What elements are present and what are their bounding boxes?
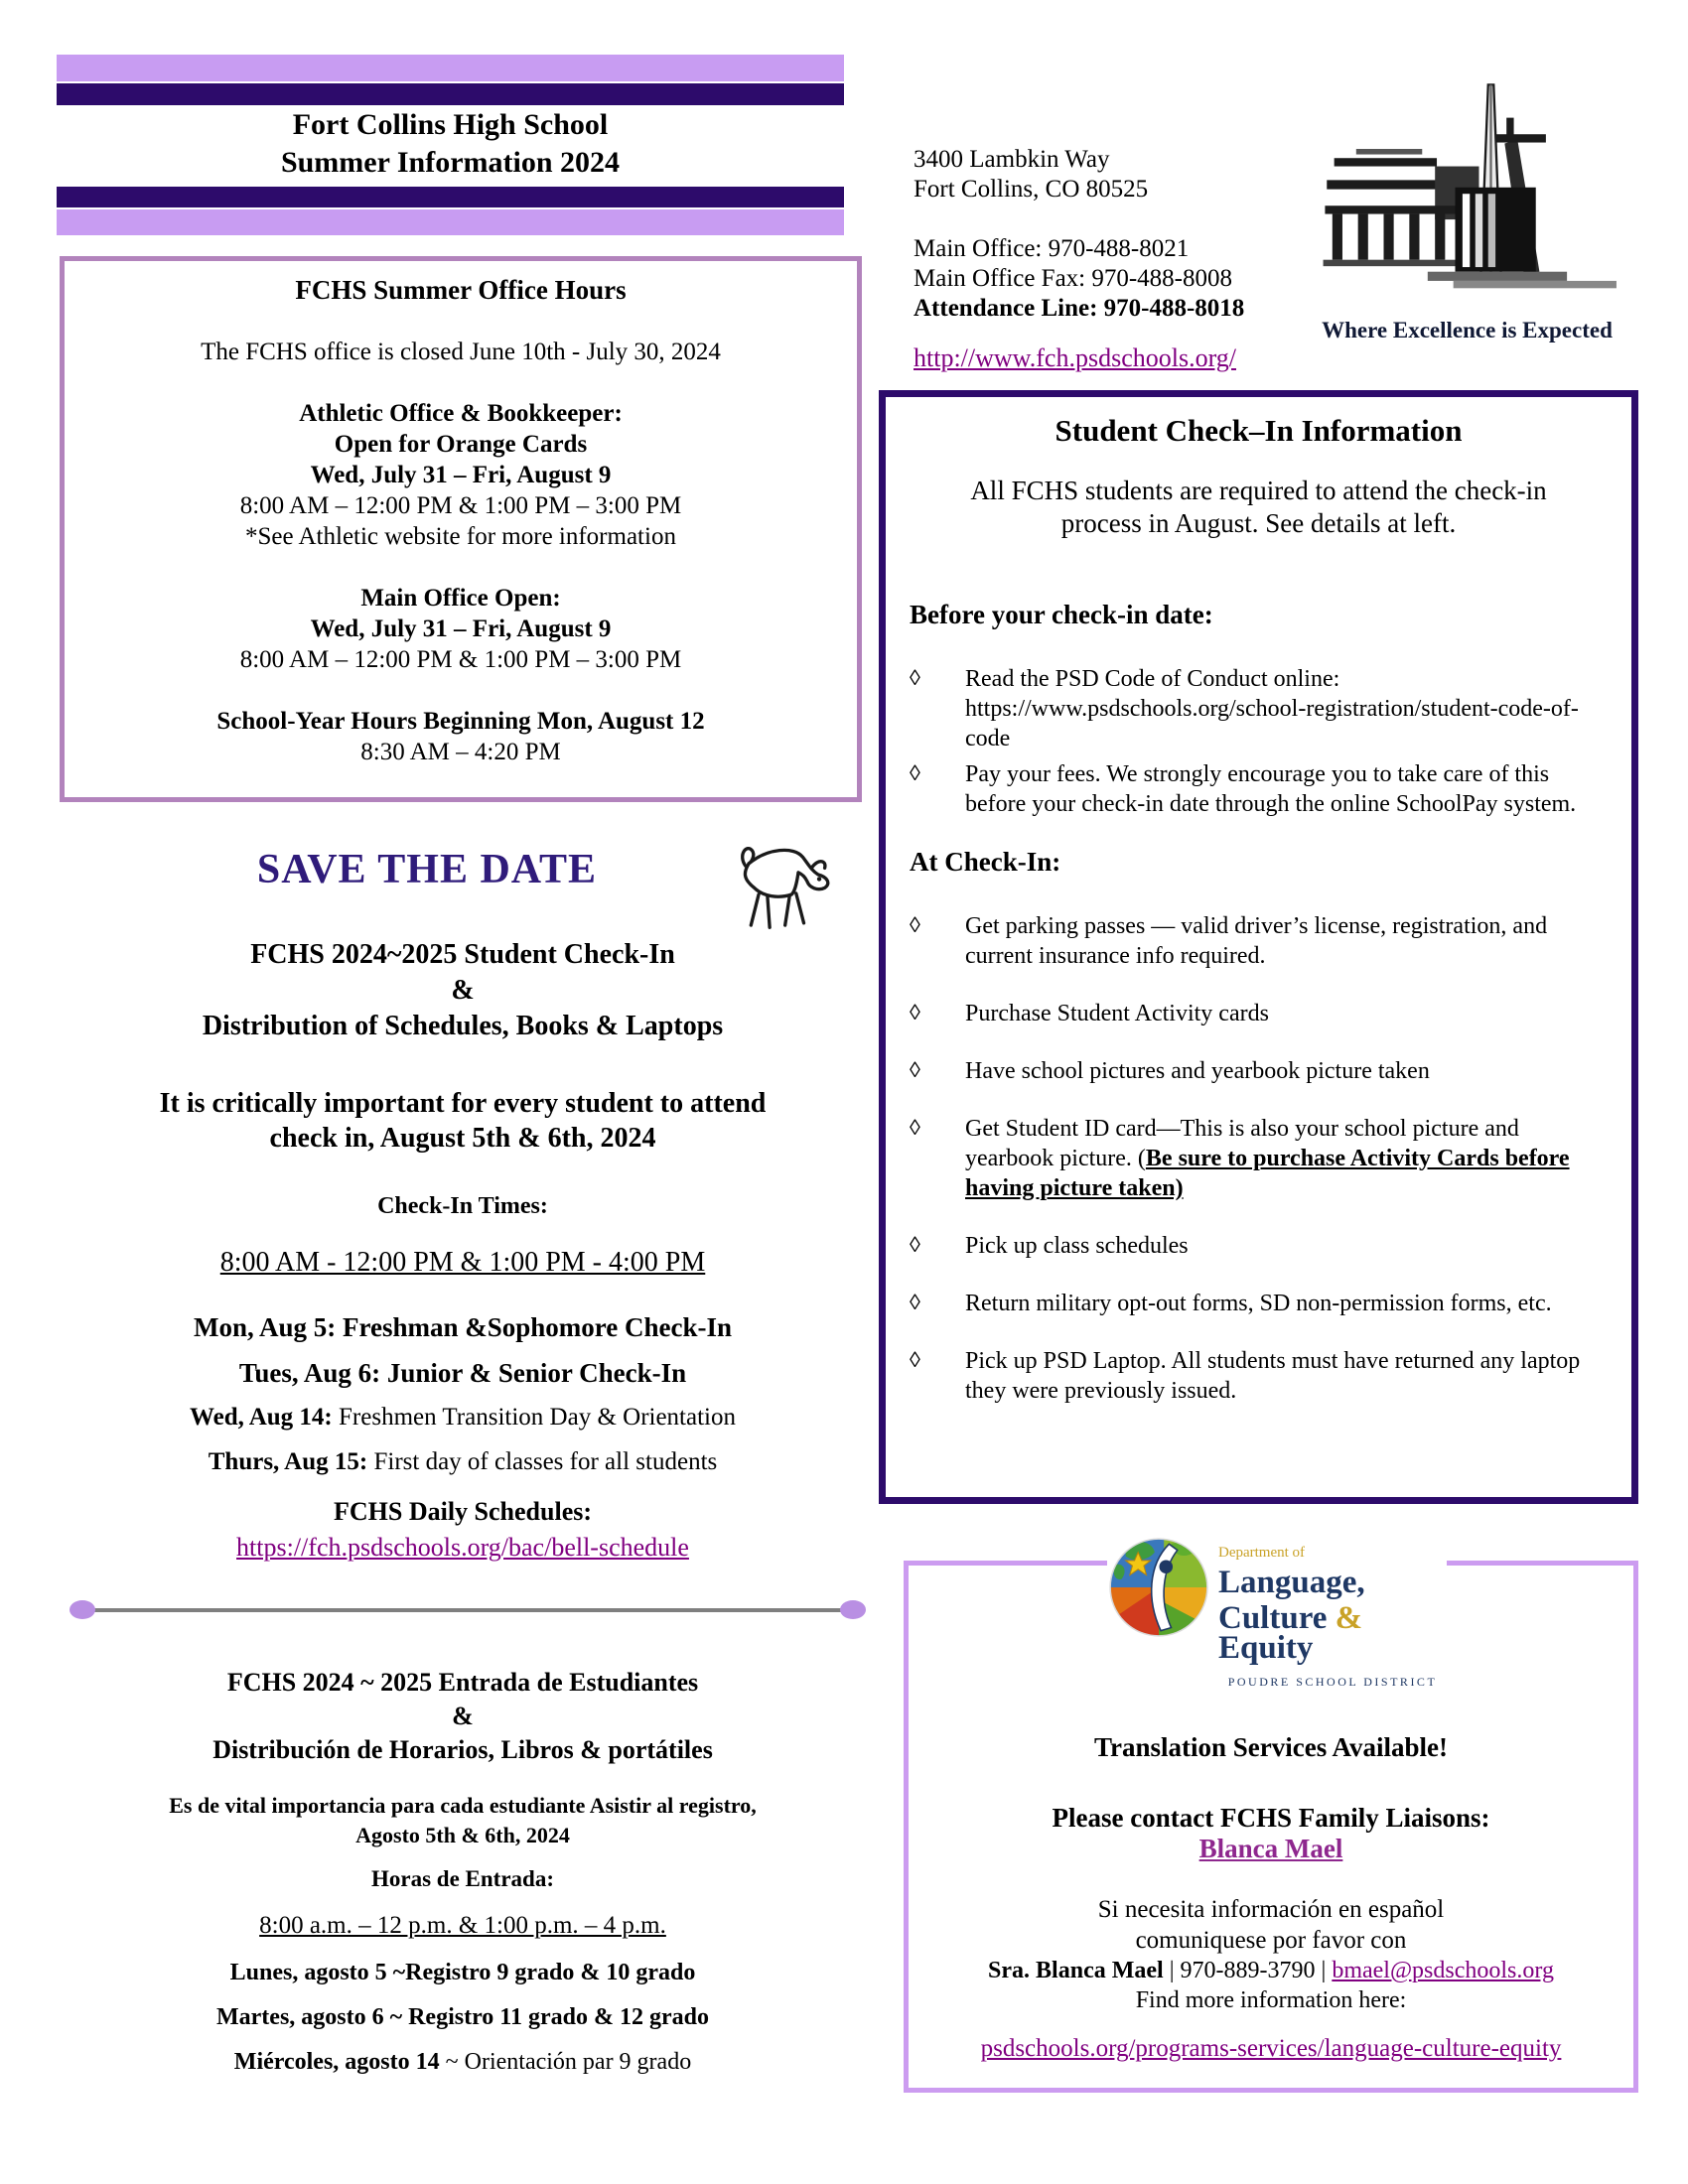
- bullet-text: Have school pictures and yearbook picture taken: [965, 1058, 1430, 1084]
- logo-word-culture: Culture: [1218, 1600, 1336, 1636]
- spanish-schedule-wednesday-label: Miércoles, agosto 14: [233, 2049, 440, 2075]
- list-item: [910, 1231, 1608, 1261]
- lamb-eye: [817, 877, 821, 881]
- main-office-phone: Main Office: 970-488-8021: [914, 235, 1190, 262]
- save-the-date-heading: SAVE THE DATE: [256, 847, 598, 892]
- at-checkin-list: [910, 911, 1608, 1406]
- header-bar-dark-top: [57, 83, 844, 105]
- diamond-bullet-icon: ◊: [910, 760, 920, 785]
- athletic-office-subheading: Open for Orange Cards: [334, 431, 588, 458]
- event-line1: FCHS 2024~2025 Student Check-In: [250, 939, 675, 970]
- spanish-note-line1: Si necesita información en español: [1097, 1896, 1445, 1923]
- main-office-heading: Main Office Open:: [360, 585, 561, 612]
- logo-word-equity: Equity: [1218, 1630, 1314, 1666]
- logo-ampersand: &: [1335, 1600, 1363, 1636]
- student-checkin-info-box: [879, 390, 1638, 1504]
- logo-district-text: POUDRE SCHOOL DISTRICT: [1227, 1675, 1438, 1689]
- separator: |: [1163, 1958, 1181, 1983]
- list-item: [910, 1114, 1608, 1203]
- list-item: [910, 999, 1608, 1028]
- header-bar-dark-bottom: [57, 187, 844, 207]
- globe-logo-icon: [1107, 1536, 1210, 1639]
- spanish-event-line1: FCHS 2024 ~ 2025 Entrada de Estudiantes: [226, 1668, 699, 1697]
- attendance-line-phone: Attendance Line: 970-488-8018: [914, 295, 1245, 322]
- athletic-office-hours: 8:00 AM – 12:00 PM & 1:00 PM – 3:00 PM: [239, 492, 682, 519]
- liaison-email-link[interactable]: bmael@psdschools.org: [1332, 1958, 1554, 1983]
- main-office-fax: Main Office Fax: 970-488-8008: [914, 265, 1233, 292]
- address-line1: 3400 Lambkin Way: [914, 146, 1110, 173]
- page-title-line1: Fort Collins High School: [292, 108, 609, 141]
- school-year-hours: 8:30 AM – 4:20 PM: [360, 739, 561, 765]
- address-line2: Fort Collins, CO 80525: [914, 176, 1149, 203]
- header-bar-light-bottom: [57, 209, 844, 235]
- checkin-times-label: Check-In Times:: [377, 1193, 548, 1219]
- spanish-important-line2: Agosto 5th & 6th, 2024: [355, 1823, 570, 1847]
- school-website-link[interactable]: http://www.fch.psdschools.org/: [914, 343, 1236, 372]
- spanish-schedule-wednesday-text: ~ Orientación par 9 grado: [439, 2049, 692, 2075]
- liaison-name: Sra. Blanca Mael: [988, 1958, 1164, 1983]
- diamond-bullet-icon: ◊: [910, 1347, 920, 1372]
- list-item: [910, 1056, 1608, 1086]
- logo-dept-text: Department of: [1218, 1545, 1306, 1561]
- divider-dot-left: [70, 1600, 95, 1619]
- diamond-bullet-icon: ◊: [910, 912, 920, 937]
- checkin-times-value: 8:00 AM - 12:00 PM & 1:00 PM - 4:00 PM: [219, 1247, 706, 1278]
- checkin-box-title: Student Check–In Information: [1055, 413, 1463, 448]
- contact-block: [914, 145, 1331, 324]
- liaison-contact-row: [909, 1956, 1633, 1985]
- important-line1: It is critically important for every student to attend: [159, 1088, 767, 1119]
- school-motto: Where Excellence is Expected: [1322, 318, 1613, 342]
- spanish-schedule-wednesday: [57, 2049, 869, 2076]
- event-ampersand: &: [451, 975, 475, 1006]
- spanish-important-notice: [57, 1791, 869, 1850]
- spanish-times-label: Horas de Entrada:: [371, 1866, 554, 1891]
- main-office-dates: Wed, July 31 – Fri, August 9: [310, 615, 612, 642]
- bell-schedule-link[interactable]: https://fch.psdschools.org/bac/bell-schedule: [236, 1533, 689, 1562]
- bullet-text: Pick up class schedules: [965, 1233, 1189, 1259]
- before-checkin-list: [910, 664, 1608, 819]
- diamond-bullet-icon: ◊: [910, 665, 920, 690]
- schedule-wednesday: [57, 1404, 869, 1432]
- office-hours-title: FCHS Summer Office Hours: [295, 275, 627, 305]
- bullet-text: [965, 1114, 1608, 1203]
- schedule-thursday: [57, 1448, 869, 1476]
- important-notice: [57, 1086, 869, 1156]
- spanish-event-ampersand: &: [452, 1702, 474, 1730]
- page-title-line2: Summer Information 2024: [280, 146, 621, 179]
- schedule-monday: Mon, Aug 5: Freshman &Sophomore Check-In: [193, 1312, 733, 1342]
- language-culture-equity-logo: [1107, 1534, 1447, 1689]
- bullet-text-normal: Get Student ID card—This is also your school picture and yearbook picture. (: [965, 1116, 1519, 1171]
- logo-wordmark: [1218, 1538, 1447, 1697]
- checkin-intro-line1: All FCHS students are required to attend the check-in: [970, 476, 1547, 505]
- find-more-line: Find more information here:: [1135, 1987, 1407, 2013]
- list-item: [910, 759, 1608, 819]
- schedule-thursday-label: Thurs, Aug 15:: [208, 1448, 368, 1475]
- lamb-icon: [728, 836, 849, 953]
- diamond-bullet-icon: ◊: [910, 1232, 920, 1257]
- spanish-schedule-tuesday: Martes, agosto 6 ~ Registro 11 grado & 12 grado: [216, 2004, 709, 2030]
- checkin-intro-line2: process in August. See details at left.: [1060, 508, 1457, 538]
- school-building-illustration: [1311, 77, 1623, 316]
- checkin-box-intro: [910, 475, 1608, 540]
- list-item: [910, 664, 1608, 753]
- spanish-note-line2: comuniquese por favor con: [1135, 1927, 1407, 1954]
- schedule-thursday-text: First day of classes for all students: [367, 1448, 718, 1475]
- bullet-text: Purchase Student Activity cards: [965, 1001, 1269, 1026]
- translation-contact-line: Please contact FCHS Family Liaisons:: [1052, 1803, 1490, 1833]
- spanish-schedule-monday: Lunes, agosto 5 ~Registro 9 grado & 10 grado: [229, 1960, 696, 1985]
- diamond-bullet-icon: ◊: [910, 1115, 920, 1140]
- school-year-hours-heading: School-Year Hours Beginning Mon, August 12: [216, 708, 705, 735]
- event-title-block: [57, 937, 869, 1044]
- spanish-event-title-block: [57, 1666, 869, 1767]
- language-culture-equity-link[interactable]: psdschools.org/programs-services/language-culture-equity: [980, 2035, 1562, 2062]
- bullet-text: Get parking passes — valid driver’s license, registration, and current insurance info required.: [965, 913, 1548, 969]
- main-office-hours: 8:00 AM – 12:00 PM & 1:00 PM – 3:00 PM: [239, 646, 682, 673]
- spanish-important-line1: Es de vital importancia para cada estudiante Asistir al registro,: [169, 1793, 757, 1818]
- list-item: [910, 1289, 1608, 1318]
- translation-spanish-note: [909, 1894, 1633, 1956]
- lce-link-row: [909, 2035, 1633, 2063]
- athletic-office-heading: Athletic Office & Bookkeeper:: [299, 400, 623, 427]
- bullet-text: Pay your fees. We strongly encourage you to take care of this before your check-in date through the online SchoolPay system.: [965, 761, 1577, 817]
- bullet-text-emphasis: Be sure to purchase Activity Cards before having picture taken): [965, 1146, 1570, 1201]
- translation-heading: Translation Services Available!: [1094, 1732, 1448, 1762]
- schedule-wednesday-label: Wed, Aug 14:: [189, 1404, 333, 1431]
- logo-word-language: Language,: [1218, 1565, 1365, 1600]
- event-line2: Distribution of Schedules, Books & Laptops: [202, 1011, 724, 1041]
- at-checkin-heading: At Check-In:: [910, 847, 1061, 877]
- liaison-link[interactable]: Blanca Mael: [1198, 1834, 1343, 1863]
- list-item: [910, 1346, 1608, 1406]
- bullet-text: Pick up PSD Laptop. All students must have returned any laptop they were previously issued.: [965, 1348, 1581, 1404]
- schedule-wednesday-text: Freshmen Transition Day & Orientation: [332, 1404, 736, 1431]
- diamond-bullet-icon: ◊: [910, 1290, 920, 1314]
- liaison-phone: 970-889-3790: [1180, 1958, 1316, 1983]
- spanish-times-value: 8:00 a.m. – 12 p.m. & 1:00 p.m. – 4 p.m.: [259, 1912, 666, 1939]
- daily-schedules-label: FCHS Daily Schedules:: [333, 1497, 593, 1526]
- page-title: [57, 106, 844, 182]
- bell-schedule-link-row: [57, 1533, 869, 1563]
- bullet-text: Return military opt-out forms, SD non-permission forms, etc.: [965, 1291, 1552, 1316]
- important-line2: check in, August 5th & 6th, 2024: [269, 1123, 656, 1154]
- schedule-tuesday: Tues, Aug 6: Junior & Senior Check-In: [238, 1358, 687, 1388]
- office-closed-line: The FCHS office is closed June 10th - July 30, 2024: [201, 339, 721, 365]
- athletic-office-note: *See Athletic website for more information: [245, 523, 676, 550]
- before-checkin-heading: Before your check-in date:: [910, 600, 1213, 629]
- summer-office-hours-box: [60, 256, 862, 802]
- diamond-bullet-icon: ◊: [910, 1057, 920, 1082]
- header-bar-light-top: [57, 55, 844, 81]
- list-item: [910, 911, 1608, 971]
- divider-dot-right: [840, 1600, 866, 1619]
- separator: |: [1315, 1958, 1333, 1983]
- spanish-event-line2: Distribución de Horarios, Libros & portátiles: [212, 1735, 713, 1764]
- athletic-office-dates: Wed, July 31 – Fri, August 9: [310, 462, 612, 488]
- diamond-bullet-icon: ◊: [910, 1000, 920, 1024]
- divider-line: [84, 1608, 849, 1612]
- bullet-text: Read the PSD Code of Conduct online: https://www.psdschools.org/school-registration/student-code-of-code: [965, 666, 1579, 751]
